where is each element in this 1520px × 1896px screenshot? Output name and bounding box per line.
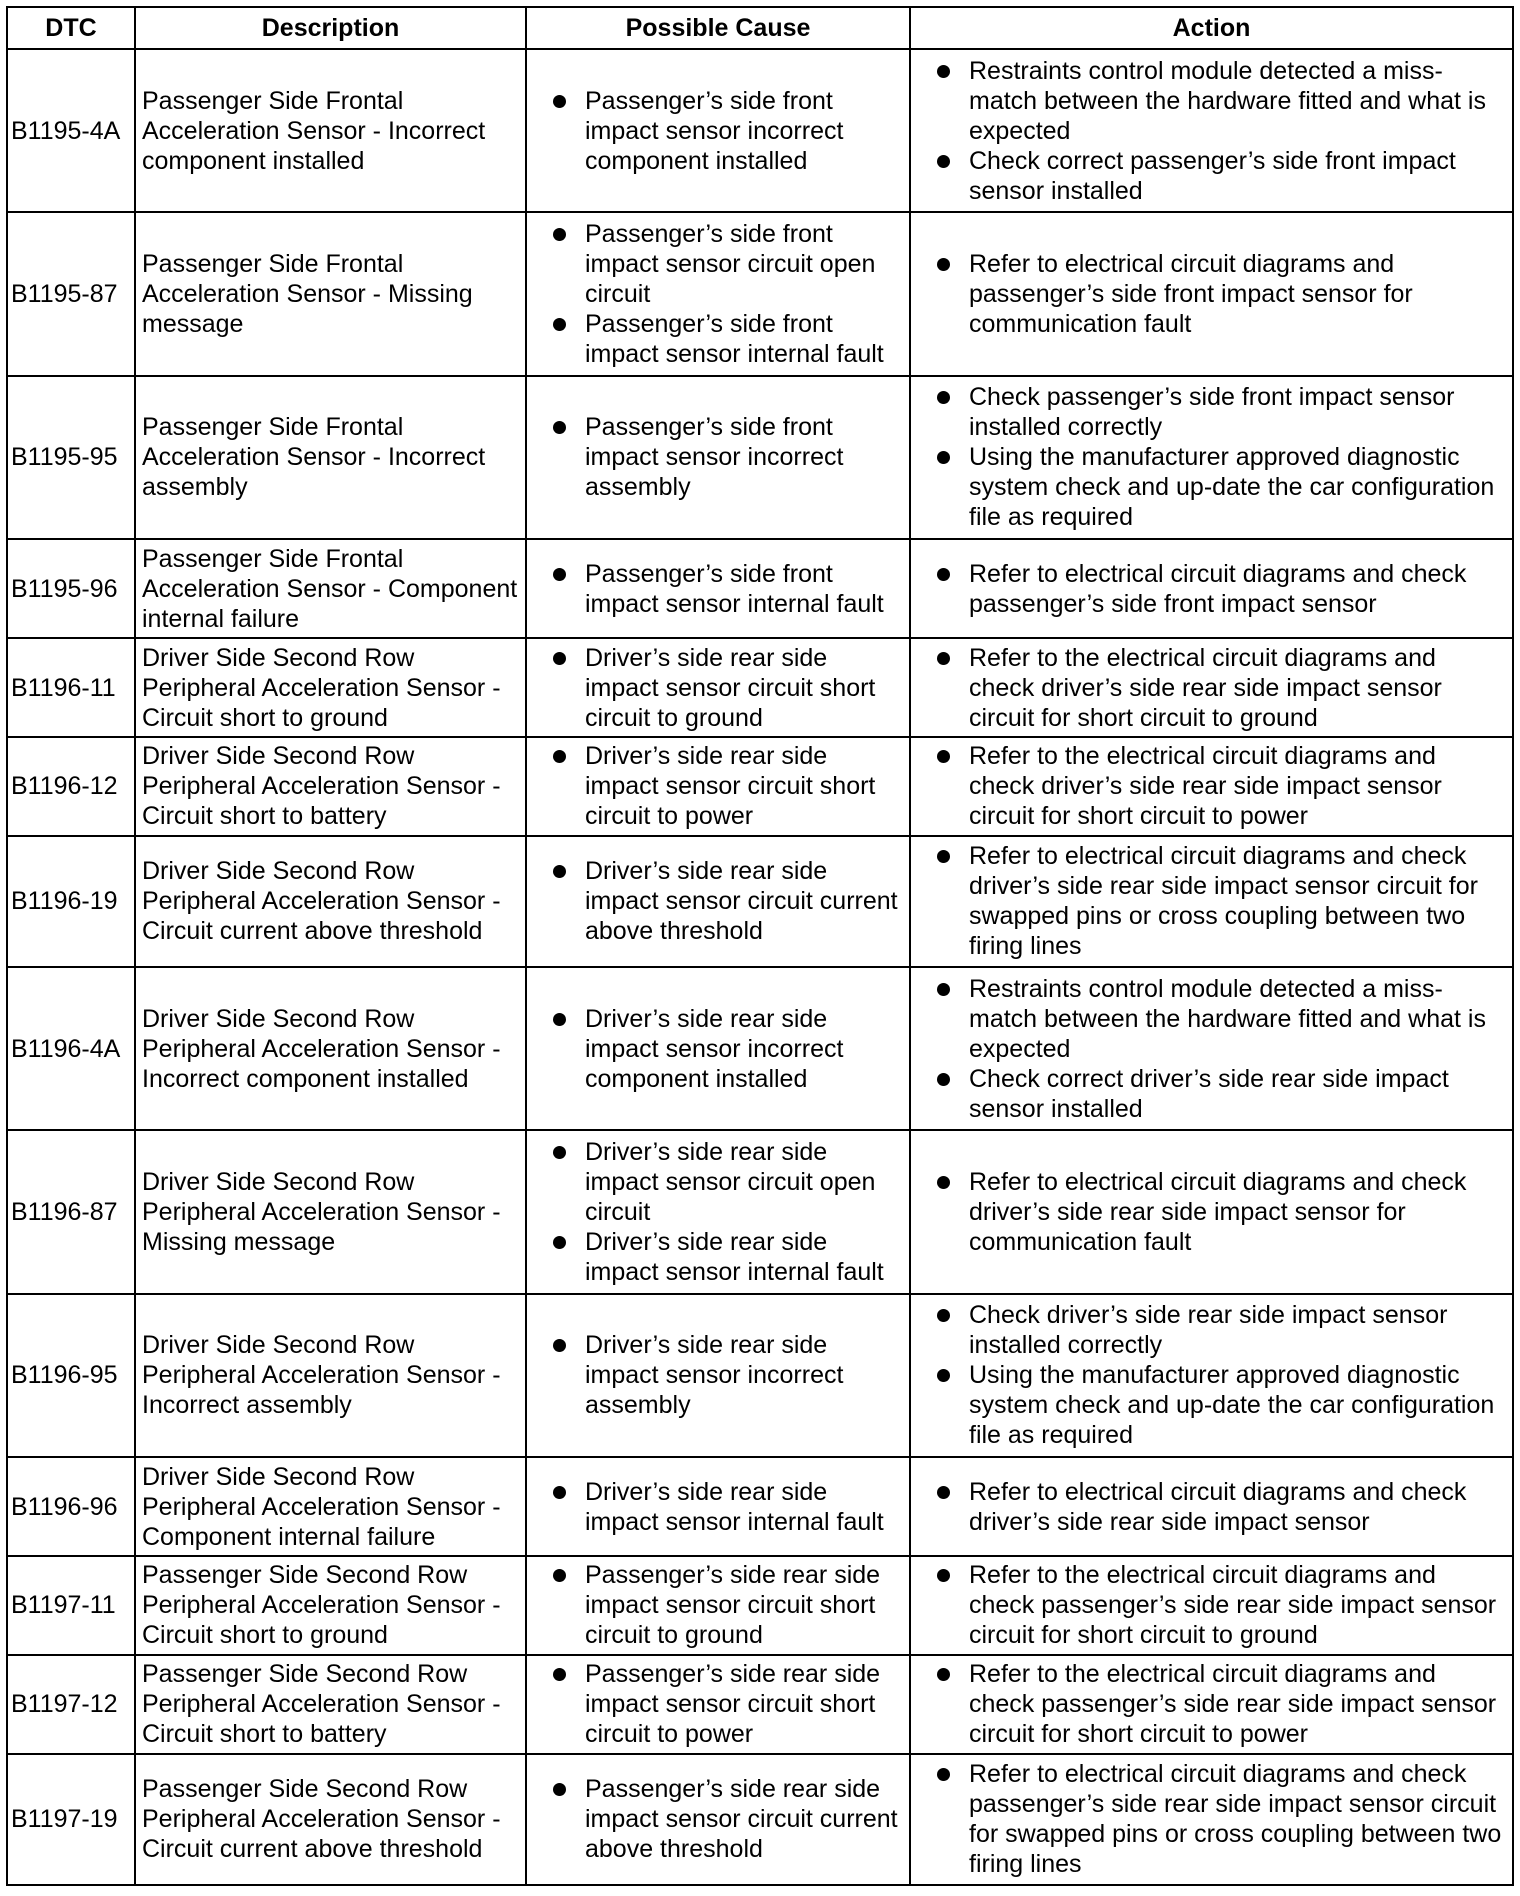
possible-cause-list <box>533 559 903 619</box>
header-description: Description <box>135 7 526 49</box>
possible-cause-cell <box>526 49 910 212</box>
bullet-item: Refer to electrical circuit diagrams and passenger’s side front impact sensor for communication fault <box>917 249 1506 339</box>
dtc-description: Passenger Side Frontal Acceleration Sensor - Missing message <box>135 212 526 375</box>
dtc-table <box>6 6 1514 1886</box>
action-list <box>917 56 1506 206</box>
action-list <box>917 1300 1506 1450</box>
action-cell <box>910 737 1513 836</box>
bullet-item: Using the manufacturer approved diagnostic system check and up-date the car configuration file as required <box>917 1360 1506 1450</box>
dtc-description: Passenger Side Frontal Acceleration Sensor - Incorrect component installed <box>135 49 526 212</box>
bullet-item: Driver’s side rear side impact sensor internal fault <box>533 1227 903 1287</box>
dtc-code: B1196-19 <box>7 836 135 967</box>
action-list <box>917 841 1506 961</box>
table-row <box>7 1556 1513 1655</box>
action-cell <box>910 1294 1513 1457</box>
bullet-item: Refer to the electrical circuit diagrams and check driver’s side rear side impact sensor circuit for short circuit to ground <box>917 643 1506 733</box>
bullet-item: Passenger’s side rear side impact sensor circuit current above threshold <box>533 1774 903 1864</box>
bullet-item: Refer to electrical circuit diagrams and check passenger’s side front impact sensor <box>917 559 1506 619</box>
dtc-code: B1195-87 <box>7 212 135 375</box>
dtc-code: B1196-87 <box>7 1130 135 1293</box>
dtc-code: B1196-4A <box>7 967 135 1130</box>
bullet-item: Check driver’s side rear side impact sensor installed correctly <box>917 1300 1506 1360</box>
table-row <box>7 1294 1513 1457</box>
bullet-item: Passenger’s side front impact sensor circuit open circuit <box>533 219 903 309</box>
dtc-code: B1197-19 <box>7 1754 135 1885</box>
possible-cause-cell <box>526 1294 910 1457</box>
possible-cause-cell <box>526 1130 910 1293</box>
header-dtc: DTC <box>7 7 135 49</box>
action-cell <box>910 1754 1513 1885</box>
action-cell <box>910 1556 1513 1655</box>
action-list <box>917 382 1506 532</box>
bullet-item: Refer to the electrical circuit diagrams and check driver’s side rear side impact sensor circuit for short circuit to power <box>917 741 1506 831</box>
action-list <box>917 643 1506 733</box>
bullet-item: Driver’s side rear side impact sensor circuit short circuit to power <box>533 741 903 831</box>
possible-cause-list <box>533 1477 903 1537</box>
possible-cause-list <box>533 1560 903 1650</box>
bullet-item: Driver’s side rear side impact sensor circuit short circuit to ground <box>533 643 903 733</box>
dtc-code: B1195-96 <box>7 539 135 638</box>
bullet-item: Refer to electrical circuit diagrams and check passenger’s side rear side impact sensor circuit for swapped pins or cross coupling between two firing lines <box>917 1759 1506 1879</box>
dtc-code: B1197-12 <box>7 1655 135 1754</box>
bullet-item: Restraints control module detected a miss-match between the hardware fitted and what is expected <box>917 974 1506 1064</box>
table-row <box>7 967 1513 1130</box>
bullet-item: Refer to the electrical circuit diagrams and check passenger’s side rear side impact sensor circuit for short circuit to power <box>917 1659 1506 1749</box>
action-list <box>917 1659 1506 1749</box>
action-list <box>917 1167 1506 1257</box>
table-row <box>7 1754 1513 1885</box>
dtc-description: Passenger Side Second Row Peripheral Acceleration Sensor - Circuit short to ground <box>135 1556 526 1655</box>
action-cell <box>910 638 1513 737</box>
table-row <box>7 1457 1513 1556</box>
table-row <box>7 376 1513 539</box>
possible-cause-cell <box>526 539 910 638</box>
possible-cause-cell <box>526 1754 910 1885</box>
possible-cause-list <box>533 86 903 176</box>
table-row <box>7 638 1513 737</box>
dtc-description: Driver Side Second Row Peripheral Acceleration Sensor - Incorrect assembly <box>135 1294 526 1457</box>
action-list <box>917 559 1506 619</box>
action-cell <box>910 212 1513 375</box>
action-cell <box>910 539 1513 638</box>
table-row <box>7 836 1513 967</box>
possible-cause-cell <box>526 376 910 539</box>
table-row <box>7 1655 1513 1754</box>
header-possible-cause: Possible Cause <box>526 7 910 49</box>
bullet-item: Check correct passenger’s side front impact sensor installed <box>917 146 1506 206</box>
action-cell <box>910 1130 1513 1293</box>
dtc-code: B1196-95 <box>7 1294 135 1457</box>
bullet-item: Using the manufacturer approved diagnostic system check and up-date the car configuration file as required <box>917 442 1506 532</box>
table-row <box>7 49 1513 212</box>
bullet-item: Restraints control module detected a miss-match between the hardware fitted and what is expected <box>917 56 1506 146</box>
bullet-item: Check passenger’s side front impact sensor installed correctly <box>917 382 1506 442</box>
possible-cause-list <box>533 1774 903 1864</box>
action-list <box>917 1759 1506 1879</box>
possible-cause-list <box>533 1659 903 1749</box>
possible-cause-list <box>533 1004 903 1094</box>
possible-cause-cell <box>526 212 910 375</box>
action-list <box>917 249 1506 339</box>
bullet-item: Passenger’s side rear side impact sensor circuit short circuit to power <box>533 1659 903 1749</box>
action-cell <box>910 836 1513 967</box>
bullet-item: Driver’s side rear side impact sensor incorrect component installed <box>533 1004 903 1094</box>
dtc-description: Driver Side Second Row Peripheral Acceleration Sensor - Component internal failure <box>135 1457 526 1556</box>
action-list <box>917 741 1506 831</box>
header-row <box>7 7 1513 49</box>
possible-cause-list <box>533 1137 903 1287</box>
table-row <box>7 1130 1513 1293</box>
action-cell <box>910 967 1513 1130</box>
header-action: Action <box>910 7 1513 49</box>
dtc-description: Passenger Side Second Row Peripheral Acceleration Sensor - Circuit short to battery <box>135 1655 526 1754</box>
dtc-code: B1196-12 <box>7 737 135 836</box>
possible-cause-cell <box>526 1556 910 1655</box>
bullet-item: Passenger’s side front impact sensor incorrect component installed <box>533 86 903 176</box>
bullet-item: Driver’s side rear side impact sensor circuit current above threshold <box>533 856 903 946</box>
dtc-code: B1195-95 <box>7 376 135 539</box>
bullet-item: Driver’s side rear side impact sensor circuit open circuit <box>533 1137 903 1227</box>
action-cell <box>910 1655 1513 1754</box>
dtc-description: Driver Side Second Row Peripheral Acceleration Sensor - Circuit short to battery <box>135 737 526 836</box>
bullet-item: Refer to the electrical circuit diagrams and check passenger’s side rear side impact sensor circuit for short circuit to ground <box>917 1560 1506 1650</box>
dtc-code: B1196-96 <box>7 1457 135 1556</box>
possible-cause-list <box>533 412 903 502</box>
dtc-description: Passenger Side Second Row Peripheral Acceleration Sensor - Circuit current above threshold <box>135 1754 526 1885</box>
dtc-description: Passenger Side Frontal Acceleration Sensor - Component internal failure <box>135 539 526 638</box>
bullet-item: Check correct driver’s side rear side impact sensor installed <box>917 1064 1506 1124</box>
dtc-description: Driver Side Second Row Peripheral Acceleration Sensor - Incorrect component installed <box>135 967 526 1130</box>
bullet-item: Passenger’s side rear side impact sensor circuit short circuit to ground <box>533 1560 903 1650</box>
action-list <box>917 1477 1506 1537</box>
possible-cause-cell <box>526 1655 910 1754</box>
dtc-description: Driver Side Second Row Peripheral Acceleration Sensor - Missing message <box>135 1130 526 1293</box>
dtc-code: B1196-11 <box>7 638 135 737</box>
possible-cause-cell <box>526 638 910 737</box>
possible-cause-cell <box>526 967 910 1130</box>
possible-cause-cell <box>526 1457 910 1556</box>
bullet-item: Driver’s side rear side impact sensor internal fault <box>533 1477 903 1537</box>
bullet-item: Driver’s side rear side impact sensor incorrect assembly <box>533 1330 903 1420</box>
possible-cause-list <box>533 643 903 733</box>
dtc-description: Driver Side Second Row Peripheral Acceleration Sensor - Circuit short to ground <box>135 638 526 737</box>
bullet-item: Refer to electrical circuit diagrams and check driver’s side rear side impact sensor circuit for swapped pins or cross coupling between two firing lines <box>917 841 1506 961</box>
bullet-item: Refer to electrical circuit diagrams and check driver’s side rear side impact sensor <box>917 1477 1506 1537</box>
action-list <box>917 1560 1506 1650</box>
table-row <box>7 737 1513 836</box>
table-row <box>7 539 1513 638</box>
dtc-description: Driver Side Second Row Peripheral Acceleration Sensor - Circuit current above threshold <box>135 836 526 967</box>
possible-cause-list <box>533 741 903 831</box>
dtc-description: Passenger Side Frontal Acceleration Sensor - Incorrect assembly <box>135 376 526 539</box>
action-cell <box>910 49 1513 212</box>
possible-cause-list <box>533 1330 903 1420</box>
bullet-item: Passenger’s side front impact sensor incorrect assembly <box>533 412 903 502</box>
dtc-code: B1197-11 <box>7 1556 135 1655</box>
dtc-table-body <box>7 49 1513 1885</box>
action-cell <box>910 1457 1513 1556</box>
possible-cause-list <box>533 856 903 946</box>
action-list <box>917 974 1506 1124</box>
table-row <box>7 212 1513 375</box>
bullet-item: Refer to electrical circuit diagrams and check driver’s side rear side impact sensor for communication fault <box>917 1167 1506 1257</box>
dtc-code: B1195-4A <box>7 49 135 212</box>
possible-cause-cell <box>526 836 910 967</box>
bullet-item: Passenger’s side front impact sensor internal fault <box>533 309 903 369</box>
bullet-item: Passenger’s side front impact sensor internal fault <box>533 559 903 619</box>
possible-cause-cell <box>526 737 910 836</box>
action-cell <box>910 376 1513 539</box>
possible-cause-list <box>533 219 903 369</box>
